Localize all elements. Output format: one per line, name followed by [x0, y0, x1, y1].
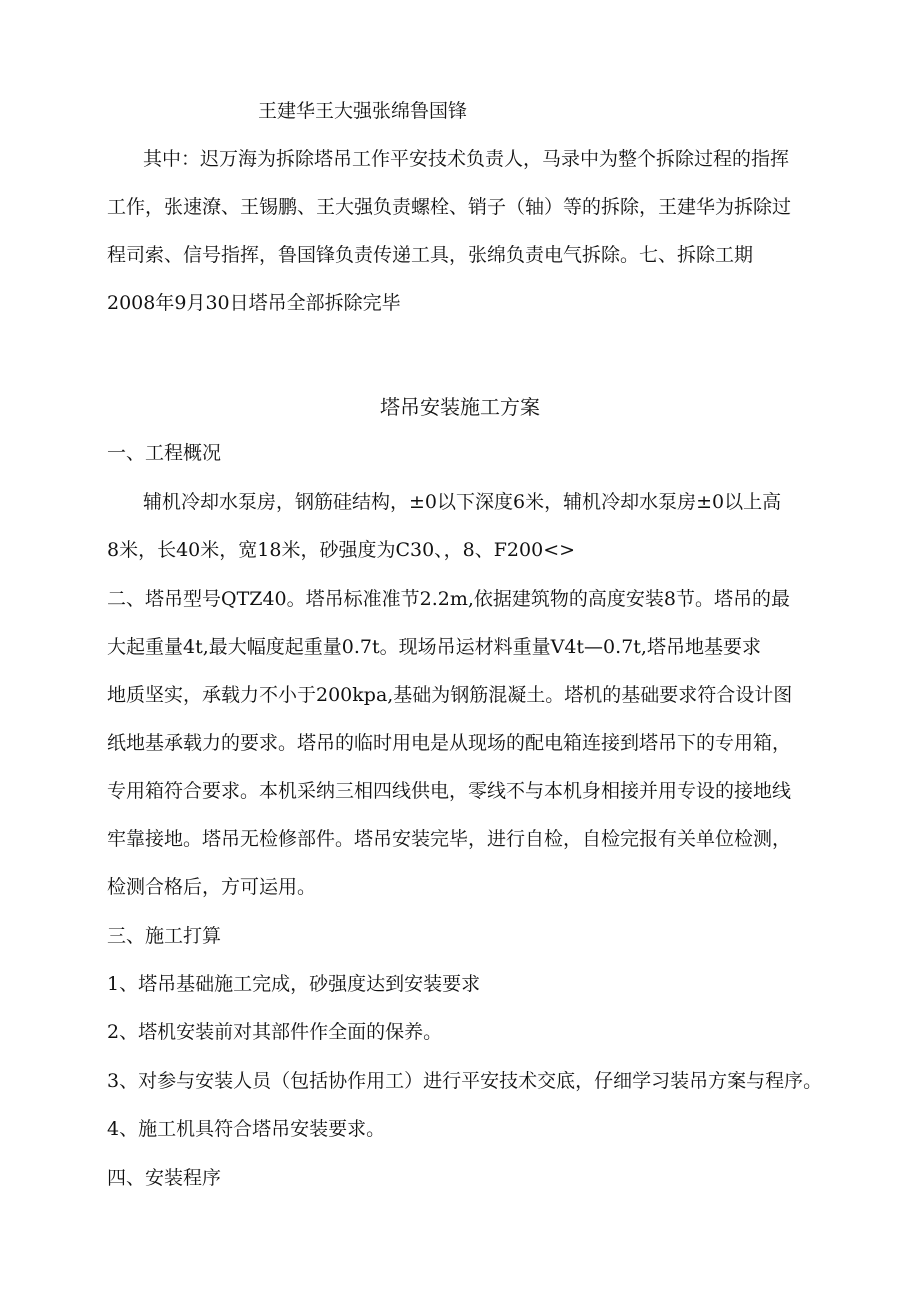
paragraph-line: 辅机冷却水泵房，钢筋硅结构，±0以下深度6米，辅机冷却水泵房±0以上高: [143, 491, 782, 513]
paragraph-line: 程司索、信号指挥，鲁国锋负责传递工具，张绵负责电气拆除。七、拆除工期: [107, 244, 754, 266]
paragraph-line: 二、塔吊型号QTZ40。塔吊标准准节2.2m,依据建筑物的高度安装8节。塔吊的最: [107, 588, 790, 610]
paragraph-line: 专用箱符合要求。本机采纳三相四线供电，零线不与本机身相接并用专设的接地线: [107, 780, 792, 802]
paragraph-line: 检测合格后，方可运用。: [107, 876, 317, 898]
section-heading: 一、工程概况: [107, 442, 222, 464]
paragraph-line: 工作，张速潦、王锡鹏、王大强负责螺栓、销子（轴）等的拆除，王建华为拆除过: [107, 196, 792, 218]
names-line: 王建华王大强张绵鲁国锋: [258, 100, 468, 122]
list-item: 3、对参与安装人员（包括协作用工）进行平安技术交底，仔细学习装吊方案与程序。: [107, 1070, 823, 1092]
paragraph-line: 2008年9月30日塔吊全部拆除完毕: [107, 292, 401, 314]
section-heading: 四、安装程序: [107, 1167, 222, 1189]
list-item: 1、塔吊基础施工完成，砂强度达到安装要求: [107, 973, 481, 995]
paragraph-line: 8米，长40米，宽18米，砂强度为C30、，8、F200<>: [107, 539, 576, 561]
paragraph-line: 其中：迟万海为拆除塔吊工作平安技术负责人，马录中为整个拆除过程的指挥: [143, 148, 790, 170]
section-heading: 三、施工打算: [107, 925, 222, 947]
list-item: 2、塔机安装前对其部件作全面的保养。: [107, 1021, 443, 1043]
paragraph-line: 牢靠接地。塔吊无检修部件。塔吊安装完毕，进行自检，自检完报有关单位检测，: [107, 828, 792, 850]
paragraph-line: 大起重量4t,最大幅度起重量0.7t。现场吊运材料重量V4t—0.7t,塔吊地基要求: [107, 636, 761, 658]
list-item: 4、施工机具符合塔吊安装要求。: [107, 1118, 386, 1140]
paragraph-line: 地质坚实，承载力不小于200kpa,基础为钢筋混凝土。塔机的基础要求符合设计图: [107, 684, 793, 706]
document-title: 塔吊安装施工方案: [380, 395, 540, 419]
paragraph-line: 纸地基承载力的要求。塔吊的临时用电是从现场的配电箱连接到塔吊下的专用箱，: [107, 732, 792, 754]
